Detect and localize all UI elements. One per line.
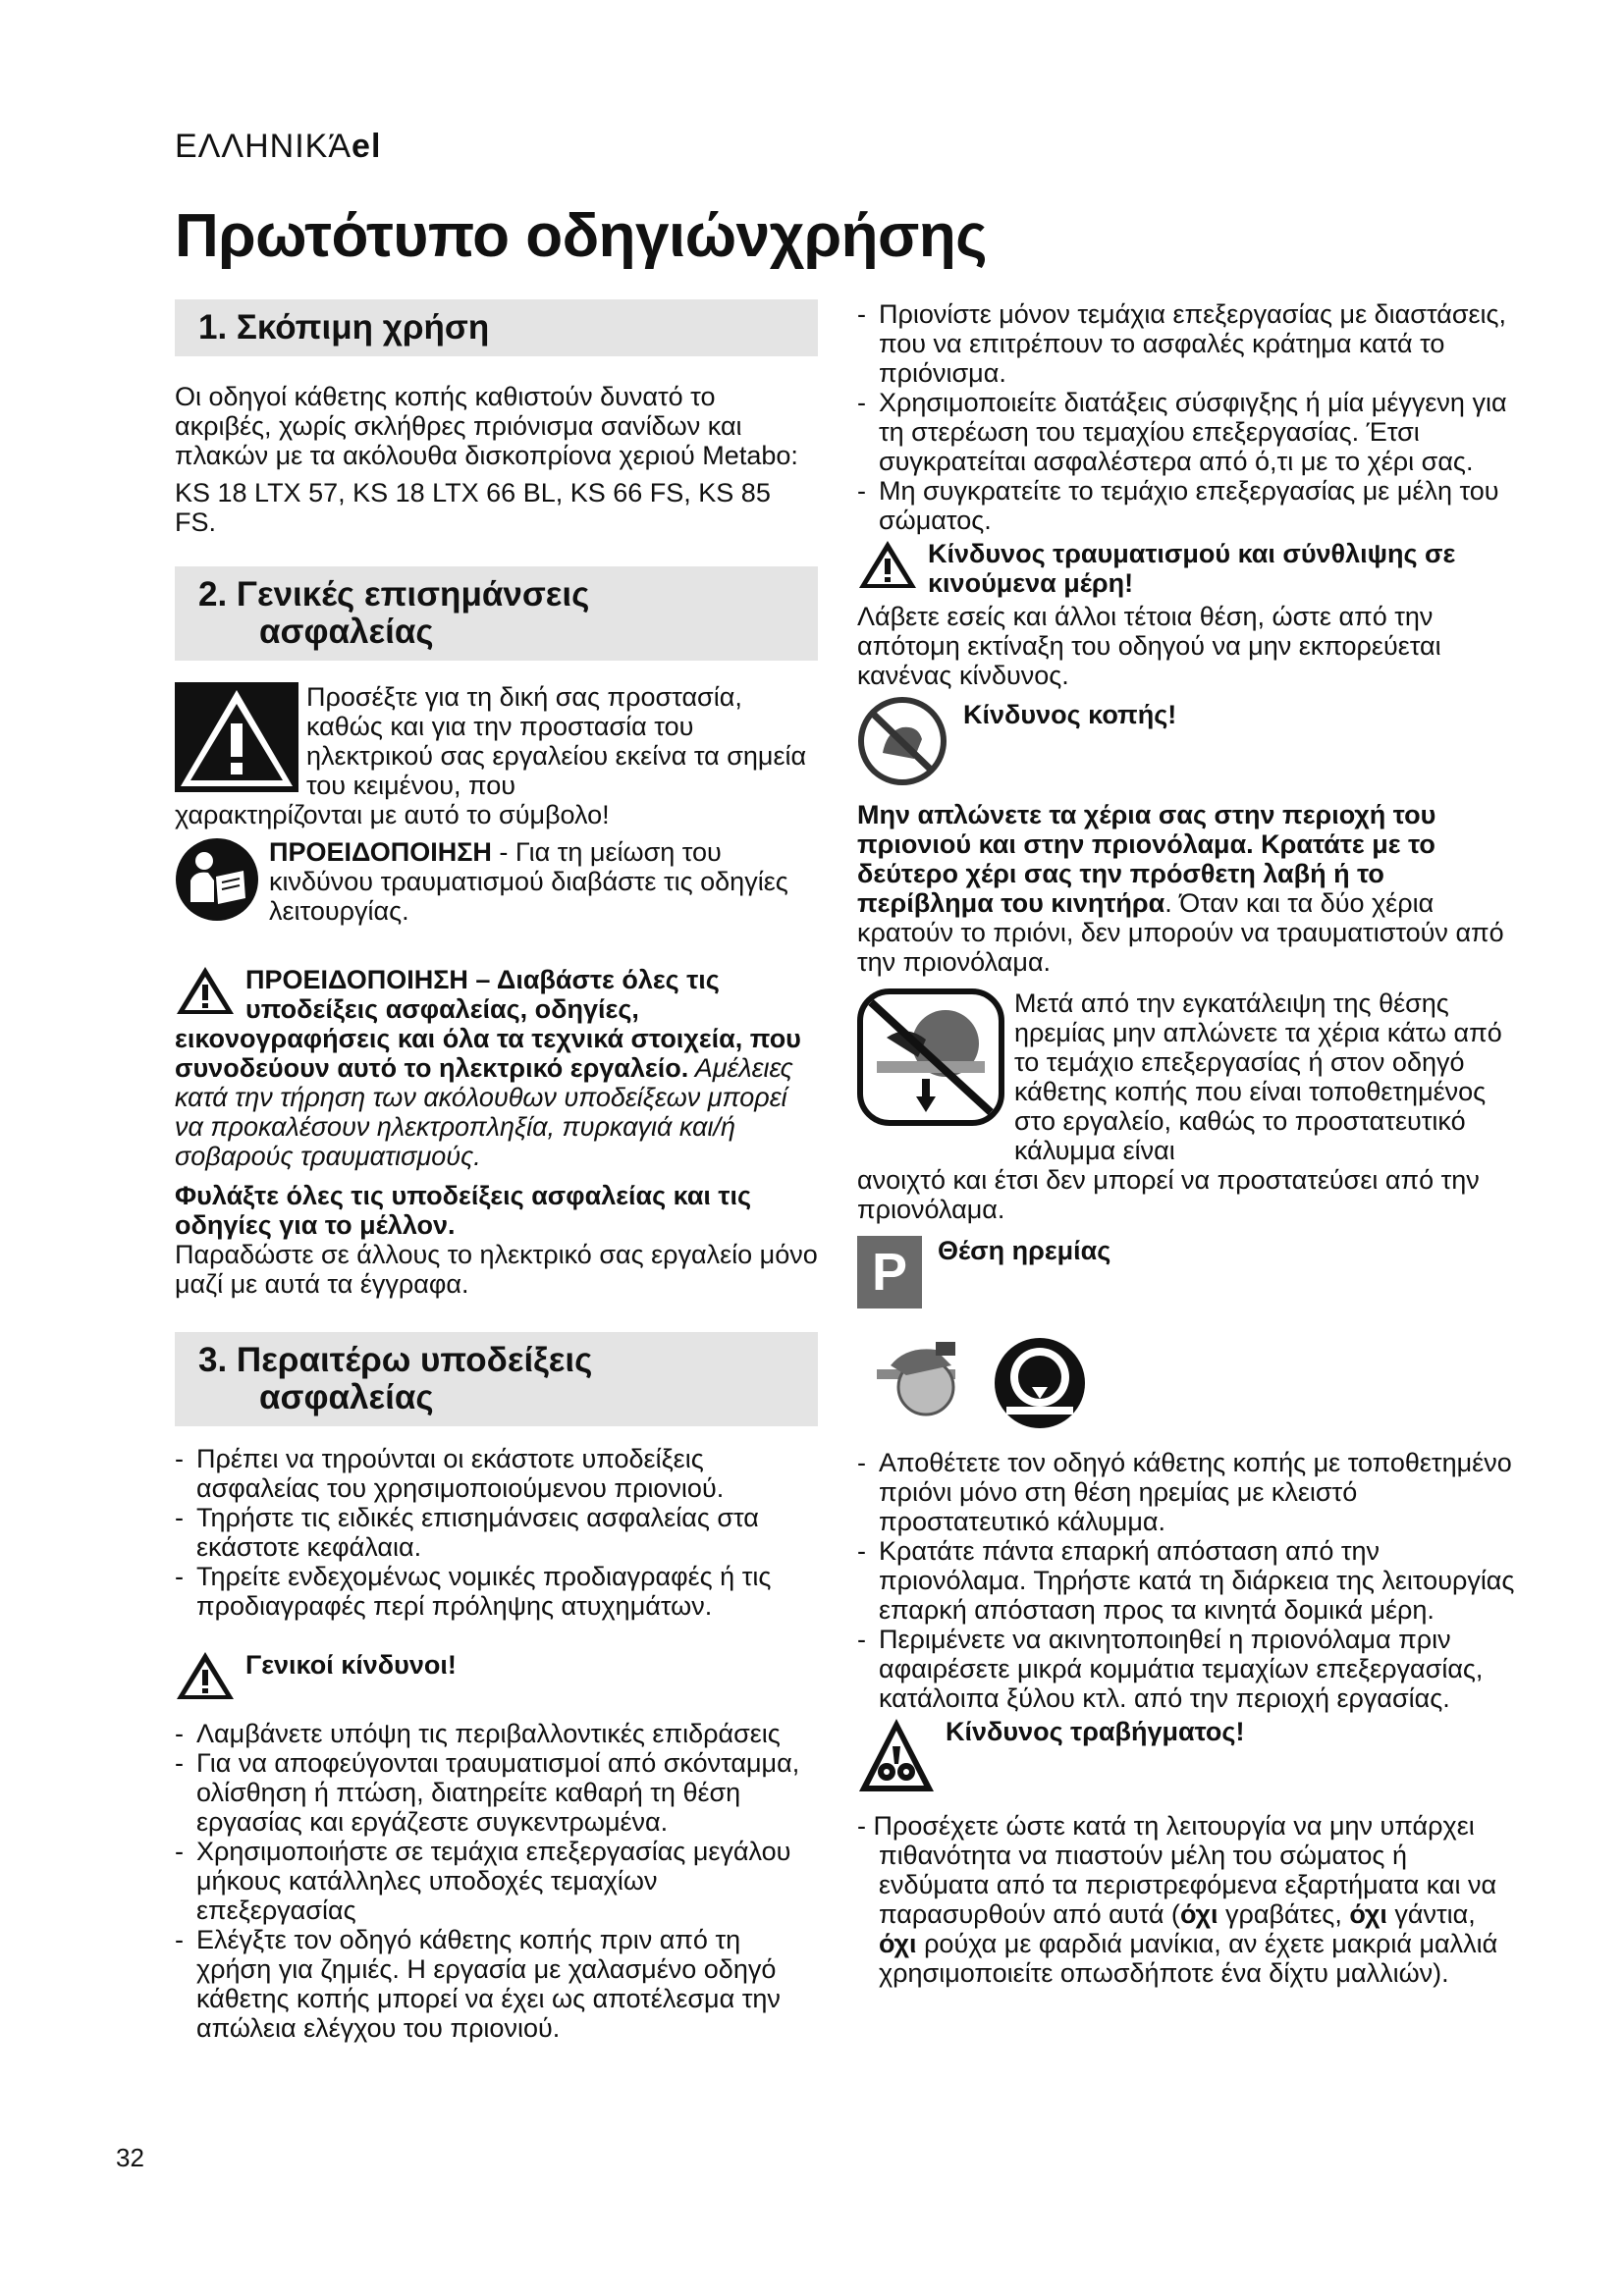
section-heading-2: 2. Γενικές επισημάνσεις ασφαλείας — [175, 566, 818, 661]
s1-models: KS 18 LTX 57, KS 18 LTX 66 BL, KS 66 FS, KS 85 FS. — [175, 478, 771, 537]
rest-position-blade-icon — [993, 1336, 1087, 1430]
list-item: - Χρησιμοποιήστε σε τεμάχια επεξεργασίας μεγάλου μήκους κατάλληλες υποδοχές τεμαχίων επεξεργασίας — [175, 1837, 791, 1925]
list-item: - Πριονίστε μόνον τεμάχια επεξεργασίας με διαστάσεις, που να επιτρέπουν το ασφαλές κράτημα κατά το πριόνισμα. — [857, 299, 1507, 388]
list-item: - Πρέπει να τηρούνται οι εκάστοτε υποδείξεις ασφαλείας του χρησιμοποιούμενου πριονιού. — [175, 1444, 725, 1503]
pull-in-danger-heading: Κίνδυνος τραβήγματος! — [946, 1717, 1245, 1746]
pull-in-danger-text: - Προσέχετε ώστε κατά τη λειτουργία να μην υπάρχει πιθανότητα να πιαστούν μέλη του σώματος ή ενδύματα από τα περιστρεφόμενα εξαρτήματα και να παρασυρθούν από αυτά (όχι γραβάτες, όχι γάντια, όχι ρούχα με φαρδιά μανίκια, αν έχετε μακριά μαλλιά χρησιμοποιείτε οπωσδήποτε ένα δίχτυ μαλλιών). — [857, 1811, 1498, 1988]
list-item: - Για να αποφεύγονται τραυματισμοί από σκόνταμμα, ολίσθηση ή πτώση, διατηρείτε καθαρή τη θέση εργασίας και εργάζεστε συγκεντρωμένα. — [175, 1748, 800, 1837]
s2-intro: Προσέξτε για τη δική σας προστασία, καθώς και για την προστασία του ηλεκτρικού σας εργαλείου εκείνα τα σημεία του κειμένου, που — [306, 682, 807, 800]
language-label: ΕΛΛΗΝΙΚΆel — [175, 128, 382, 165]
list-item: - Τηρήστε τις ειδικές επισημάνσεις ασφαλείας στα εκάστοτε κεφάλαια. — [175, 1503, 759, 1562]
list-item: - Μη συγκρατείτε το τεμάχιο επεξεργασίας με μέλη του σώματος. — [857, 476, 1499, 535]
crush-danger-text: Λάβετε εσείς και άλλοι τέτοια θέση, ώστε από την απότομη εκτίναξη του οδηγού να μην εκπορεύεται κανένας κίνδυνος. — [857, 602, 1441, 690]
crush-danger-heading: Κίνδυνος τραυματισμού και σύνθλιψης σε κινούμενα μέρη! — [928, 539, 1456, 598]
left-column — [175, 299, 818, 2043]
circular-saw-icon — [867, 1336, 975, 1424]
list-item: - Χρησιμοποιείτε διατάξεις σύσφιγξης ή μία μέγγενη για τη στερέωση του τεμαχίου επεξεργασίας. Έτσι συγκρατείται ασφαλέστερα από ό,τι με το χέρι σας. — [857, 388, 1507, 476]
section-heading-3: 3. Περαιτέρω υποδείξεις ασφαλείας — [175, 1332, 818, 1426]
warning-read-manual: ΠΡΟΕΙΔΟΠΟΙΗΣΗ - Για τη μείωση του κινδύνου τραυματισμού διαβάστε τις οδηγίες λειτουργίας. — [269, 837, 788, 926]
general-dangers-heading: Γενικοί κίνδυνοι! — [245, 1650, 457, 1680]
no-hands-icon — [857, 696, 947, 786]
read-manual-icon — [175, 837, 259, 922]
section-heading-1: 1. Σκόπιμη χρήση — [175, 299, 818, 356]
s2-intro-end: χαρακτηρίζονται με αυτό το σύμβολο! — [175, 800, 610, 829]
page-title: Πρωτότυπο οδηγιώνχρήσης — [175, 202, 988, 270]
rest-position-text: Μετά από την εγκατάλειψη της θέσης ηρεμίας μην απλώνετε τα χέρια κάτω από το τεμάχιο επεξεργασίας ή στον οδηγό κάθετης κοπής που είναι τοποθετημένος στο εργαλείο, καθώς το προστατευτικό κάλυμμα είναι — [1014, 988, 1502, 1165]
entanglement-warning-icon — [857, 1717, 936, 1795]
list-item: - Αποθέτετε τον οδηγό κάθετης κοπής με τοποθετημένο πριόνι μόνο στη θέση ηρεμίας με κλειστό προστατευτικό κάλυμμα. — [857, 1448, 1512, 1536]
general-dangers-list — [175, 1719, 818, 2043]
cut-danger-text: Μην απλώνετε τα χέρια σας στην περιοχή του πριονιού και στην πριονόλαμα. Κρατάτε με το δεύτερο χέρι σας την πρόσθετη λαβή ή το περίβλημα του κινητήρα. Όταν και τα δύο χέρια κρατούν το πριόνι, δεν μπορούν να τραυματιστούν από την πριονόλαμα. — [857, 800, 1504, 977]
right-column — [857, 299, 1515, 1988]
warning-triangle-icon — [857, 539, 918, 590]
list-item: - Περιμένετε να ακινητοποιηθεί η πριονόλαμα πριν αφαιρέσετε μικρά κομμάτια τεμαχίων επεξεργασίας, κατάλοιπα ξύλου κτλ. από την περιοχή εργασίας. — [857, 1625, 1484, 1713]
mid-list — [857, 1448, 1515, 1713]
parking-icon: P — [857, 1236, 922, 1308]
keep-instructions: Φυλάξτε όλες τις υποδείξεις ασφαλείας και τις οδηγίες για το μέλλον. — [175, 1181, 752, 1240]
s1-paragraph: Οι οδηγοί κάθετης κοπής καθιστούν δυνατό το ακριβές, χωρίς σκλήθρες πριόνισμα σανίδων και πλακών με τα ακόλουθα δισκοπρίονα χεριού Metabo: — [175, 382, 798, 470]
s3-list — [175, 1444, 818, 1621]
warning-sign-icon — [175, 682, 298, 792]
rest-position-text-end: ανοιχτό και έτσι δεν μπορεί να προστατεύσει από την πριονόλαμα. — [857, 1165, 1480, 1224]
warning-read-all: ΠΡΟΕΙΔΟΠΟΙΗΣΗ – Διαβάστε όλες τις υποδείξεις ασφαλείας, οδηγίες, εικονογραφήσεις και όλα τα τεχνικά στοιχεία, που συνοδεύουν αυτό το ηλεκτρικό εργαλείο. Αμέλειες κατά την τήρηση των ακόλουθων υποδείξεων μπορεί να προκαλέσουν ηλεκτροπληξία, πυρκαγιά και/ή σοβαρούς τραυματισμούς. — [175, 965, 801, 1171]
top-list — [857, 299, 1515, 535]
hand-under-workpiece-icon — [857, 988, 1004, 1126]
list-item: - Τηρείτε ενδεχομένως νομικές προδιαγραφές ή τις προδιαγραφές περί πρόληψης ατυχημάτων. — [175, 1562, 772, 1621]
warning-triangle-icon — [175, 965, 236, 1016]
list-item: - Λαμβάνετε υπόψη τις περιβαλλοντικές επιδράσεις — [175, 1719, 781, 1748]
warning-triangle-icon — [175, 1650, 236, 1701]
rest-position-heading: Θέση ηρεμίας — [938, 1236, 1111, 1265]
list-item: - Κρατάτε πάντα επαρκή απόσταση από την πριονόλαμα. Τηρήστε κατά τη διάρκεια της λειτουργίας επαρκή απόσταση προς τα κινητά δομικά μέρη. — [857, 1536, 1515, 1625]
handover-text: Παραδώστε σε άλλους το ηλεκτρικό σας εργαλείο μόνο μαζί με αυτά τα έγγραφα. — [175, 1240, 818, 1299]
cut-danger-heading: Κίνδυνος κοπής! — [963, 700, 1177, 729]
page-number: 32 — [116, 2143, 144, 2172]
list-item: - Ελέγξτε τον οδηγό κάθετης κοπής πριν από τη χρήση για ζημιές. Η εργασία με χαλασμένο οδηγό κάθετης κοπής μπορεί να έχει ως αποτέλεσμα την απώλεια ελέγχου του πριονιού. — [175, 1925, 781, 2043]
